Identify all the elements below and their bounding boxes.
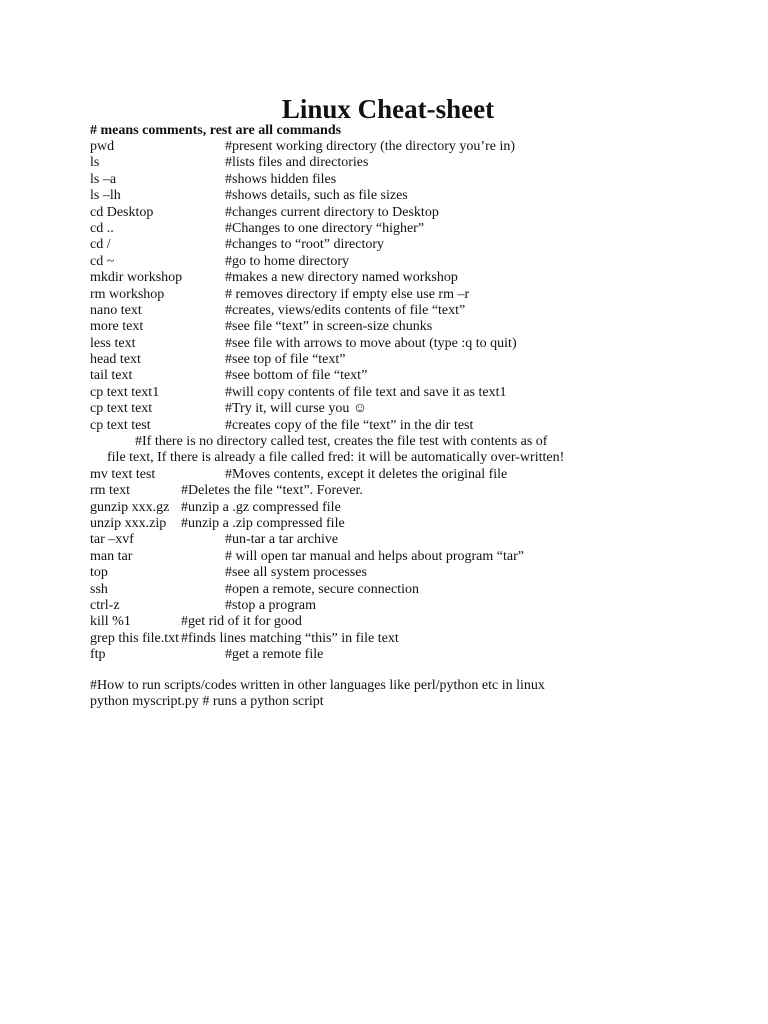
command-comment: #get a remote file <box>225 647 324 663</box>
command-row <box>90 188 750 204</box>
command-row <box>90 500 750 516</box>
command-comment: #stop a program <box>225 597 316 613</box>
command-text: man tar <box>90 548 133 564</box>
command-comment: #makes a new directory named workshop <box>225 270 458 286</box>
command-text: mkdir workshop <box>90 270 183 286</box>
command-text: grep this file.txt <box>90 630 180 646</box>
command-row <box>90 139 750 155</box>
command-comment: #lists files and directories <box>225 155 369 171</box>
command-row <box>90 516 750 532</box>
command-row <box>90 319 750 335</box>
command-text: cd ~ <box>90 253 115 269</box>
command-comment: #see top of file “text” <box>225 352 346 368</box>
command-comment: # removes directory if empty else use rm –r <box>225 286 470 302</box>
command-comment: #see file “text” in screen-size chunks <box>225 319 433 335</box>
command-list <box>90 139 750 664</box>
command-row <box>90 631 750 647</box>
command-text: cp text text <box>90 401 153 417</box>
command-text: tar –xvf <box>90 532 134 548</box>
command-row <box>90 549 750 565</box>
footer-line-1: #How to run scripts/codes written in other languages like perl/python etc in linux <box>90 678 545 693</box>
command-comment: #finds lines matching “this” in file text <box>181 630 399 646</box>
command-text: pwd <box>90 139 115 154</box>
command-row <box>90 155 750 171</box>
command-row <box>90 598 750 614</box>
command-text: ctrl-z <box>90 597 120 613</box>
command-comment: #get rid of it for good <box>181 614 302 630</box>
command-comment: #creates copy of the file “text” in the dir test <box>225 417 474 433</box>
command-comment: #unzip a .gz compressed file <box>181 499 341 515</box>
command-row <box>90 303 750 319</box>
command-row <box>90 172 750 188</box>
command-row <box>90 270 750 286</box>
command-text: tail text <box>90 368 133 384</box>
command-comment: #changes to “root” directory <box>225 237 384 253</box>
command-row <box>90 565 750 581</box>
command-row <box>90 287 750 303</box>
command-comment: #Deletes the file “text”. Forever. <box>181 483 363 499</box>
page-title: Linux Cheat-sheet <box>281 94 495 124</box>
command-comment: #Try it, will curse you ☺ <box>225 401 368 417</box>
command-comment: #will copy contents of file text and save it as text1 <box>225 384 507 400</box>
command-row <box>90 483 750 499</box>
command-text: unzip xxx.zip <box>90 515 167 531</box>
command-row <box>90 221 750 237</box>
command-text: kill %1 <box>90 614 131 630</box>
command-text: ftp <box>90 647 106 663</box>
command-comment: #shows hidden files <box>225 171 337 187</box>
command-comment: #shows details, such as file sizes <box>225 188 408 204</box>
note-line-2: file text, If there is already a file called fred: it will be automatically over-written! <box>107 450 565 466</box>
subtitle: # means comments, rest are all commands <box>90 123 342 138</box>
command-text: ssh <box>90 581 108 597</box>
footer <box>90 678 545 711</box>
command-text: ls –lh <box>90 188 121 204</box>
command-row <box>90 368 750 384</box>
command-comment: #changes current directory to Desktop <box>225 204 439 220</box>
command-text: ls –a <box>90 171 117 187</box>
command-row <box>90 647 750 663</box>
command-list-part-2 <box>90 467 750 664</box>
command-row <box>90 401 750 417</box>
command-text: head text <box>90 352 141 368</box>
footer-line-2: python myscript.py # runs a python script <box>90 694 324 710</box>
command-comment: #see file with arrows to move about (type :q to quit) <box>225 335 517 351</box>
command-text: less text <box>90 335 136 351</box>
command-text: top <box>90 565 108 581</box>
command-row <box>90 254 750 270</box>
command-comment: # will open tar manual and helps about program “tar” <box>225 548 524 564</box>
note-line-1: #If there is no directory called test, creates the file test with contents as of <box>135 434 548 450</box>
command-comment: #Moves contents, except it deletes the original file <box>225 466 508 482</box>
command-text: more text <box>90 319 144 335</box>
command-comment: #present working directory (the directory you’re in) <box>225 139 516 154</box>
command-row <box>90 614 750 630</box>
command-comment: #Changes to one directory “higher” <box>225 220 425 236</box>
command-row <box>90 205 750 221</box>
command-text: cd .. <box>90 220 114 236</box>
command-text: cp text test <box>90 417 151 433</box>
command-comment: #see all system processes <box>225 565 367 581</box>
command-text: mv text test <box>90 466 156 482</box>
command-text: nano text <box>90 302 142 318</box>
command-text: cd Desktop <box>90 204 154 220</box>
command-comment: #creates, views/edits contents of file “text” <box>225 302 466 318</box>
command-comment: #open a remote, secure connection <box>225 581 419 597</box>
command-comment: #unzip a .zip compressed file <box>181 515 345 531</box>
command-text: gunzip xxx.gz <box>90 499 170 515</box>
command-row <box>90 385 750 401</box>
command-text: rm text <box>90 483 131 499</box>
command-row <box>90 352 750 368</box>
command-row <box>90 582 750 598</box>
command-text: cp text text1 <box>90 384 160 400</box>
command-row <box>90 467 750 483</box>
command-row <box>90 237 750 253</box>
command-list-part-1 <box>90 139 750 434</box>
command-comment: #un-tar a tar archive <box>225 532 339 548</box>
command-row <box>90 532 750 548</box>
command-comment: #go to home directory <box>225 253 350 269</box>
command-text: ls <box>90 155 100 171</box>
command-row <box>90 336 750 352</box>
command-comment: #see bottom of file “text” <box>225 368 368 384</box>
command-text: rm workshop <box>90 286 165 302</box>
command-row <box>90 418 750 434</box>
command-text: cd / <box>90 237 111 253</box>
